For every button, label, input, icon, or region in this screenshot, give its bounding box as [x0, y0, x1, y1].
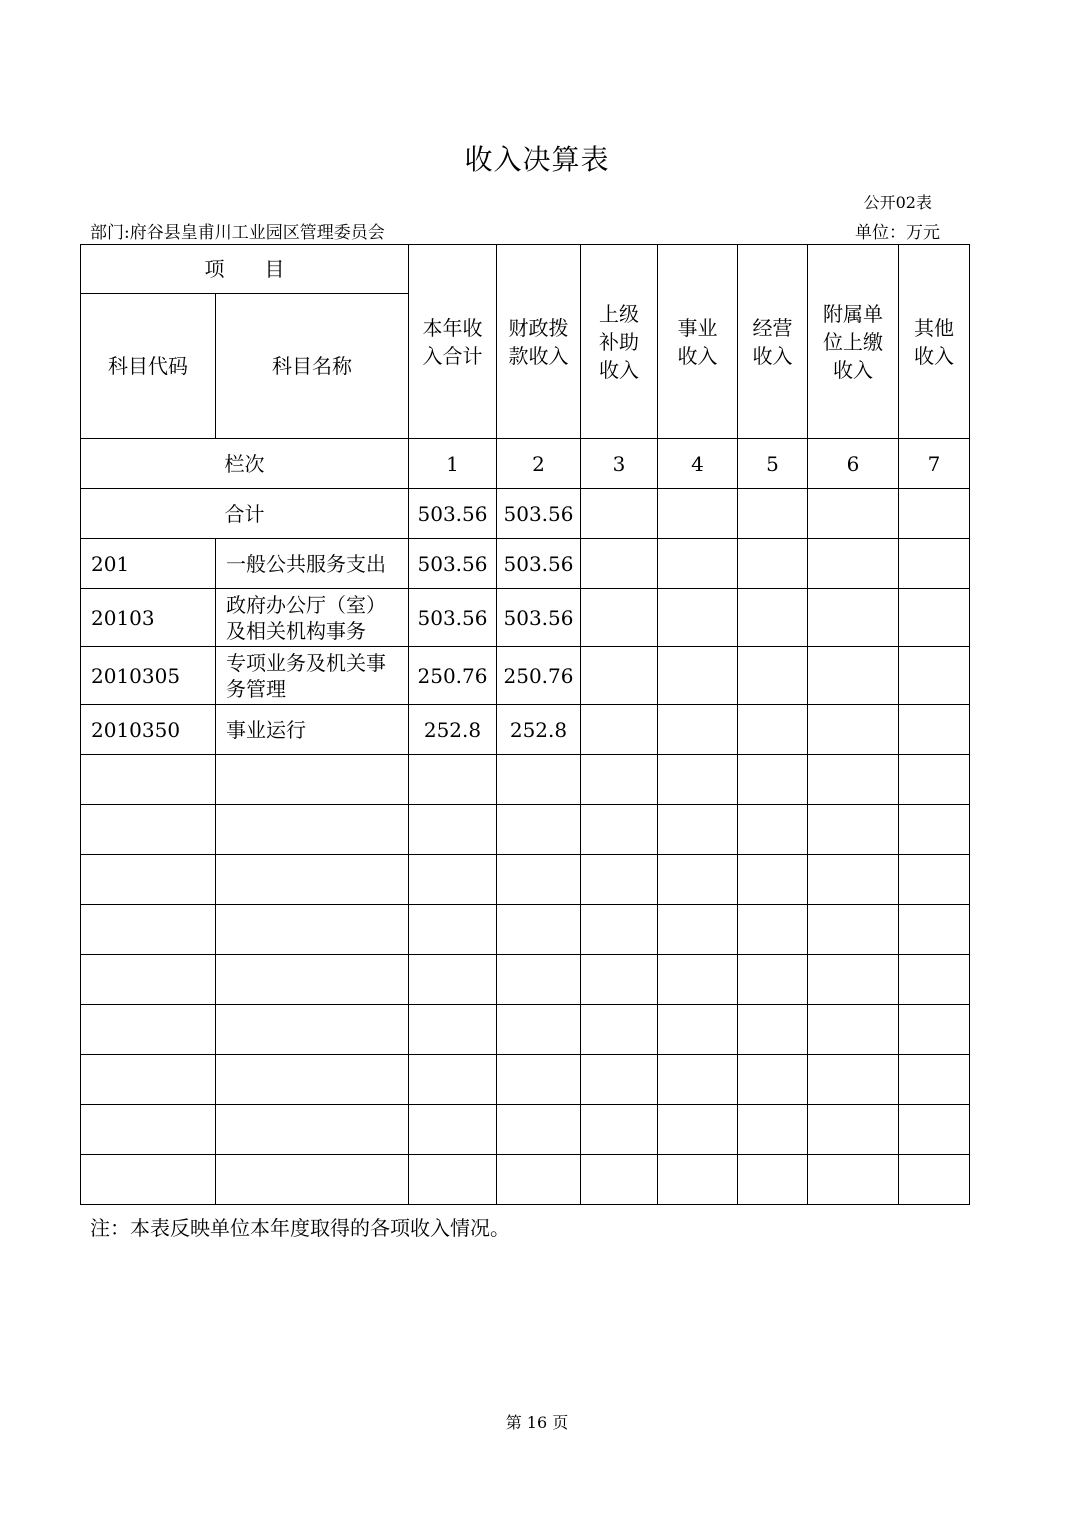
subject-code: 2010350	[81, 705, 216, 755]
column-index: 6	[808, 439, 899, 489]
table-cell	[581, 647, 658, 705]
table-cell	[658, 647, 738, 705]
table-cell	[738, 539, 808, 589]
empty-row	[81, 855, 970, 905]
table-cell	[899, 705, 970, 755]
name-header: 科目名称	[216, 294, 409, 439]
department-label: 部门:府谷县皇甫川工业园区管理委员会	[90, 223, 385, 243]
table-cell	[581, 589, 658, 647]
col-header-5: 经营 收入	[738, 245, 808, 439]
table-cell: 503.56	[497, 589, 581, 647]
subject-name: 政府办公厅（室） 及相关机构事务	[216, 589, 409, 647]
table-cell	[808, 489, 899, 539]
table-note: 注：本表反映单位本年度取得的各项收入情况。	[90, 1216, 510, 1240]
empty-row	[81, 955, 970, 1005]
column-index-label: 栏次	[81, 439, 409, 489]
table-cell: 503.56	[409, 539, 497, 589]
table-cell	[658, 539, 738, 589]
column-index: 2	[497, 439, 581, 489]
table-row	[81, 647, 970, 705]
empty-row	[81, 1005, 970, 1055]
subject-name: 专项业务及机关事 务管理	[216, 647, 409, 705]
col-header-4: 事业 收入	[658, 245, 738, 439]
table-cell	[899, 589, 970, 647]
subject-code: 2010305	[81, 647, 216, 705]
column-index: 3	[581, 439, 658, 489]
table-cell	[899, 489, 970, 539]
empty-row	[81, 1105, 970, 1155]
column-index: 7	[899, 439, 970, 489]
table-cell: 250.76	[409, 647, 497, 705]
column-index: 4	[658, 439, 738, 489]
table-row	[81, 589, 970, 647]
col-header-2: 财政拨 款收入	[497, 245, 581, 439]
empty-row	[81, 805, 970, 855]
table-cell	[808, 539, 899, 589]
table-cell	[581, 489, 658, 539]
empty-row	[81, 755, 970, 805]
table-cell: 252.8	[409, 705, 497, 755]
code-header: 科目代码	[81, 294, 216, 439]
col-header-7: 其他 收入	[899, 245, 970, 439]
table-row	[81, 539, 970, 589]
table-cell	[899, 539, 970, 589]
total-label: 合计	[81, 489, 409, 539]
subject-code: 201	[81, 539, 216, 589]
page-number: 第 16 页	[505, 1413, 569, 1432]
project-header: 项 目	[81, 245, 409, 294]
income-table	[80, 244, 970, 1205]
table-cell	[581, 539, 658, 589]
empty-row	[81, 1155, 970, 1205]
table-number: 公开02表	[863, 193, 932, 212]
table-cell: 503.56	[409, 589, 497, 647]
table-cell: 503.56	[497, 489, 581, 539]
table-cell	[581, 705, 658, 755]
table-cell	[738, 489, 808, 539]
empty-row	[81, 905, 970, 955]
table-cell	[808, 589, 899, 647]
table-cell	[808, 705, 899, 755]
table-cell: 252.8	[497, 705, 581, 755]
table-cell	[738, 589, 808, 647]
page-title: 收入决算表	[464, 143, 610, 176]
col-header-6: 附属单 位上缴 收入	[808, 245, 899, 439]
table-cell	[899, 647, 970, 705]
subject-code: 20103	[81, 589, 216, 647]
total-row	[81, 489, 970, 539]
table-cell: 250.76	[497, 647, 581, 705]
table-cell	[658, 489, 738, 539]
table-cell	[808, 647, 899, 705]
column-index: 1	[409, 439, 497, 489]
subject-name: 事业运行	[216, 705, 409, 755]
table-cell: 503.56	[497, 539, 581, 589]
unit-label: 单位：万元	[855, 223, 940, 243]
col-header-3: 上级 补助 收入	[581, 245, 658, 439]
col-header-1: 本年收 入合计	[409, 245, 497, 439]
table-cell	[738, 705, 808, 755]
table-row	[81, 705, 970, 755]
table-cell	[738, 647, 808, 705]
table-cell	[658, 589, 738, 647]
empty-row	[81, 1055, 970, 1105]
table-cell	[658, 705, 738, 755]
subject-name: 一般公共服务支出	[216, 539, 409, 589]
table-cell: 503.56	[409, 489, 497, 539]
column-index: 5	[738, 439, 808, 489]
